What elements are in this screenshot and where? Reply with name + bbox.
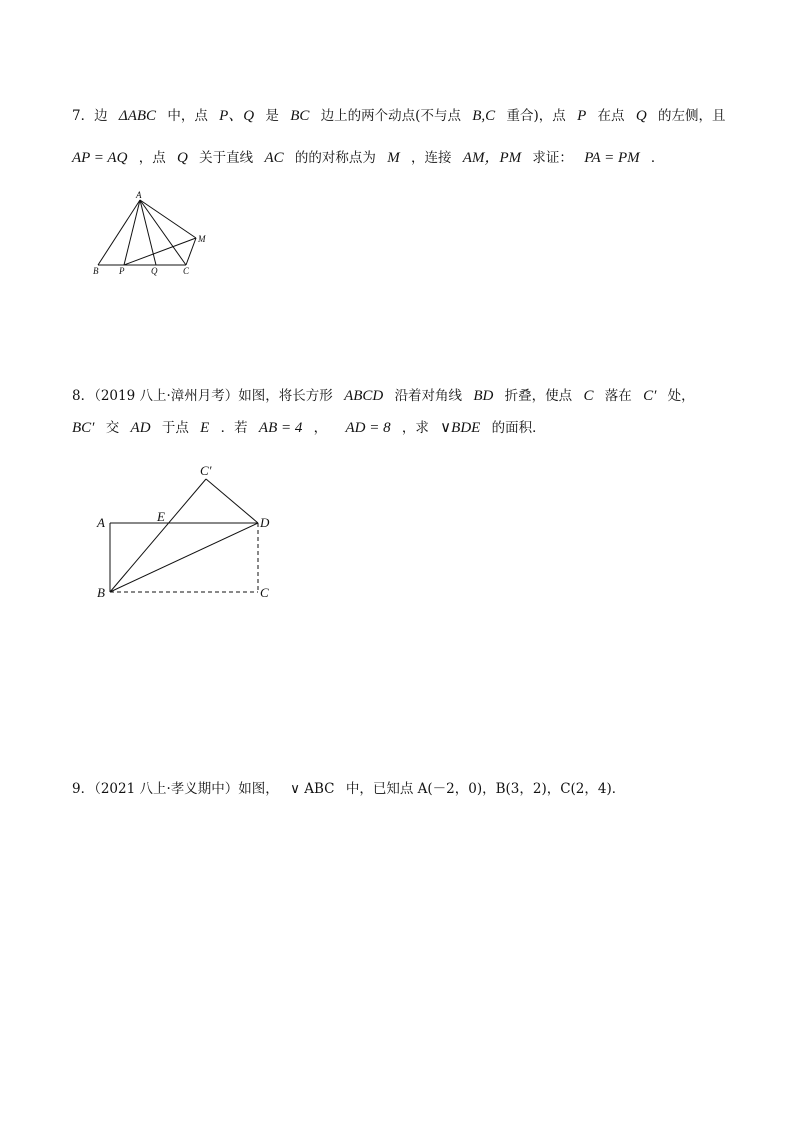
- q8-math-e: E: [200, 420, 210, 436]
- q9-line-1: [72, 780, 625, 798]
- q7-math-p: P: [577, 108, 587, 124]
- q7-label-b: B: [93, 266, 99, 276]
- q7-math-q: Q: [635, 108, 647, 124]
- q7-text: ，连接: [411, 150, 452, 166]
- q7-text: 的左侧，且: [657, 108, 726, 124]
- q8-segment-bc-prime: [110, 479, 206, 592]
- q8-text: 折叠，使点: [504, 388, 573, 404]
- q9-triangle-abc: ∨ ABC: [290, 781, 335, 797]
- q7-label-m: M: [198, 234, 206, 244]
- q7-segment-cm: [186, 238, 196, 265]
- q7-label-p: P: [119, 266, 125, 276]
- q7-math-ac: AC: [264, 150, 284, 166]
- q8-label-d: D: [260, 515, 270, 530]
- q8-text: 如图，将长方形: [238, 388, 333, 404]
- q8-math-c-prime: C′: [643, 388, 657, 404]
- q9-text: 如图，: [238, 781, 279, 797]
- q7-segment-ab: [98, 200, 140, 265]
- q7-math-bc: BC: [290, 108, 310, 124]
- q8-line-2: [72, 419, 546, 437]
- q8-equation-ab: AB = 4: [258, 420, 303, 436]
- q9-source: （2021 八上·孝义期中）: [94, 781, 239, 797]
- q8-math-c: C: [583, 388, 594, 404]
- q8-source: （2019 八上·漳州月考）: [94, 388, 239, 404]
- q8-segment-bd: [110, 523, 258, 592]
- q8-label-a: A: [97, 515, 105, 530]
- q8-equation-ad: AD = 8: [345, 420, 391, 436]
- q7-math-pq: P、Q: [219, 108, 255, 124]
- q8-text: 处，: [667, 388, 695, 404]
- q7-text: 边上的两个动点(不与点: [320, 108, 461, 124]
- q8-label-e: E: [157, 509, 165, 524]
- q8-text: 的面积．: [491, 420, 546, 436]
- q7-label-c: C: [183, 266, 190, 276]
- q7-text: 是: [265, 108, 279, 124]
- q8-label-c-prime: C′: [200, 463, 212, 478]
- q7-text: 重合)，点: [506, 108, 566, 124]
- q8-text: ，: [313, 420, 328, 436]
- q7-math-am-pm: AM，PM: [462, 150, 522, 166]
- q7-equation-pa-pm: PA = PM: [584, 150, 640, 166]
- q7-segment-ap: [124, 200, 140, 265]
- q8-label-b: B: [97, 585, 105, 600]
- q7-math-m: M: [387, 150, 400, 166]
- q8-text: ．若: [220, 420, 248, 436]
- q7-text: 的的对称点为: [294, 150, 376, 166]
- q8-line-1: [72, 387, 695, 405]
- q7-triangle-abc: ΔABC: [118, 108, 157, 124]
- q7-line-2: [72, 149, 664, 167]
- q8-math-bd: BD: [473, 388, 494, 404]
- q7-text: ，点: [138, 150, 166, 166]
- q7-math-b-c: B,C: [472, 108, 496, 124]
- q7-line-1: [72, 107, 725, 125]
- q8-number: 8．: [72, 388, 95, 404]
- q8-text: ，求: [401, 420, 429, 436]
- q7-text: 关于直线: [199, 150, 254, 166]
- q8-triangle-bde: ∨BDE: [440, 420, 481, 436]
- q7-segment-pm: [124, 238, 196, 265]
- q7-math-q: Q: [177, 150, 188, 166]
- q7-text: 中，点: [167, 108, 208, 124]
- q9-number: 9．: [72, 781, 95, 797]
- q7-figure: [88, 188, 218, 280]
- q9-text: 中，已知点 A(－2，0)，B(3，2)，C(2，4)．: [345, 781, 626, 797]
- q8-math-bc-prime: BC′: [72, 420, 95, 436]
- q8-text: 沿着对角线: [394, 388, 463, 404]
- q7-text: ．: [650, 150, 665, 166]
- q8-label-c: C: [260, 585, 269, 600]
- q8-text: 落在: [604, 388, 632, 404]
- q7-label-q: Q: [151, 266, 158, 276]
- q8-math-ad: AD: [130, 420, 151, 436]
- q7-number: 7．边: [72, 108, 108, 124]
- q7-equation-ap-aq: AP = AQ: [72, 150, 128, 166]
- q8-segment-c-prime-d: [206, 479, 258, 523]
- q7-text: 求证：: [532, 150, 573, 166]
- q8-text: 交: [105, 420, 120, 436]
- q7-label-a: A: [136, 190, 142, 200]
- q7-text: 在点: [597, 108, 625, 124]
- q7-segment-ac: [140, 200, 186, 265]
- q8-figure: [90, 460, 280, 605]
- q8-math-abcd: ABCD: [344, 388, 384, 404]
- q8-text: 于点: [161, 420, 189, 436]
